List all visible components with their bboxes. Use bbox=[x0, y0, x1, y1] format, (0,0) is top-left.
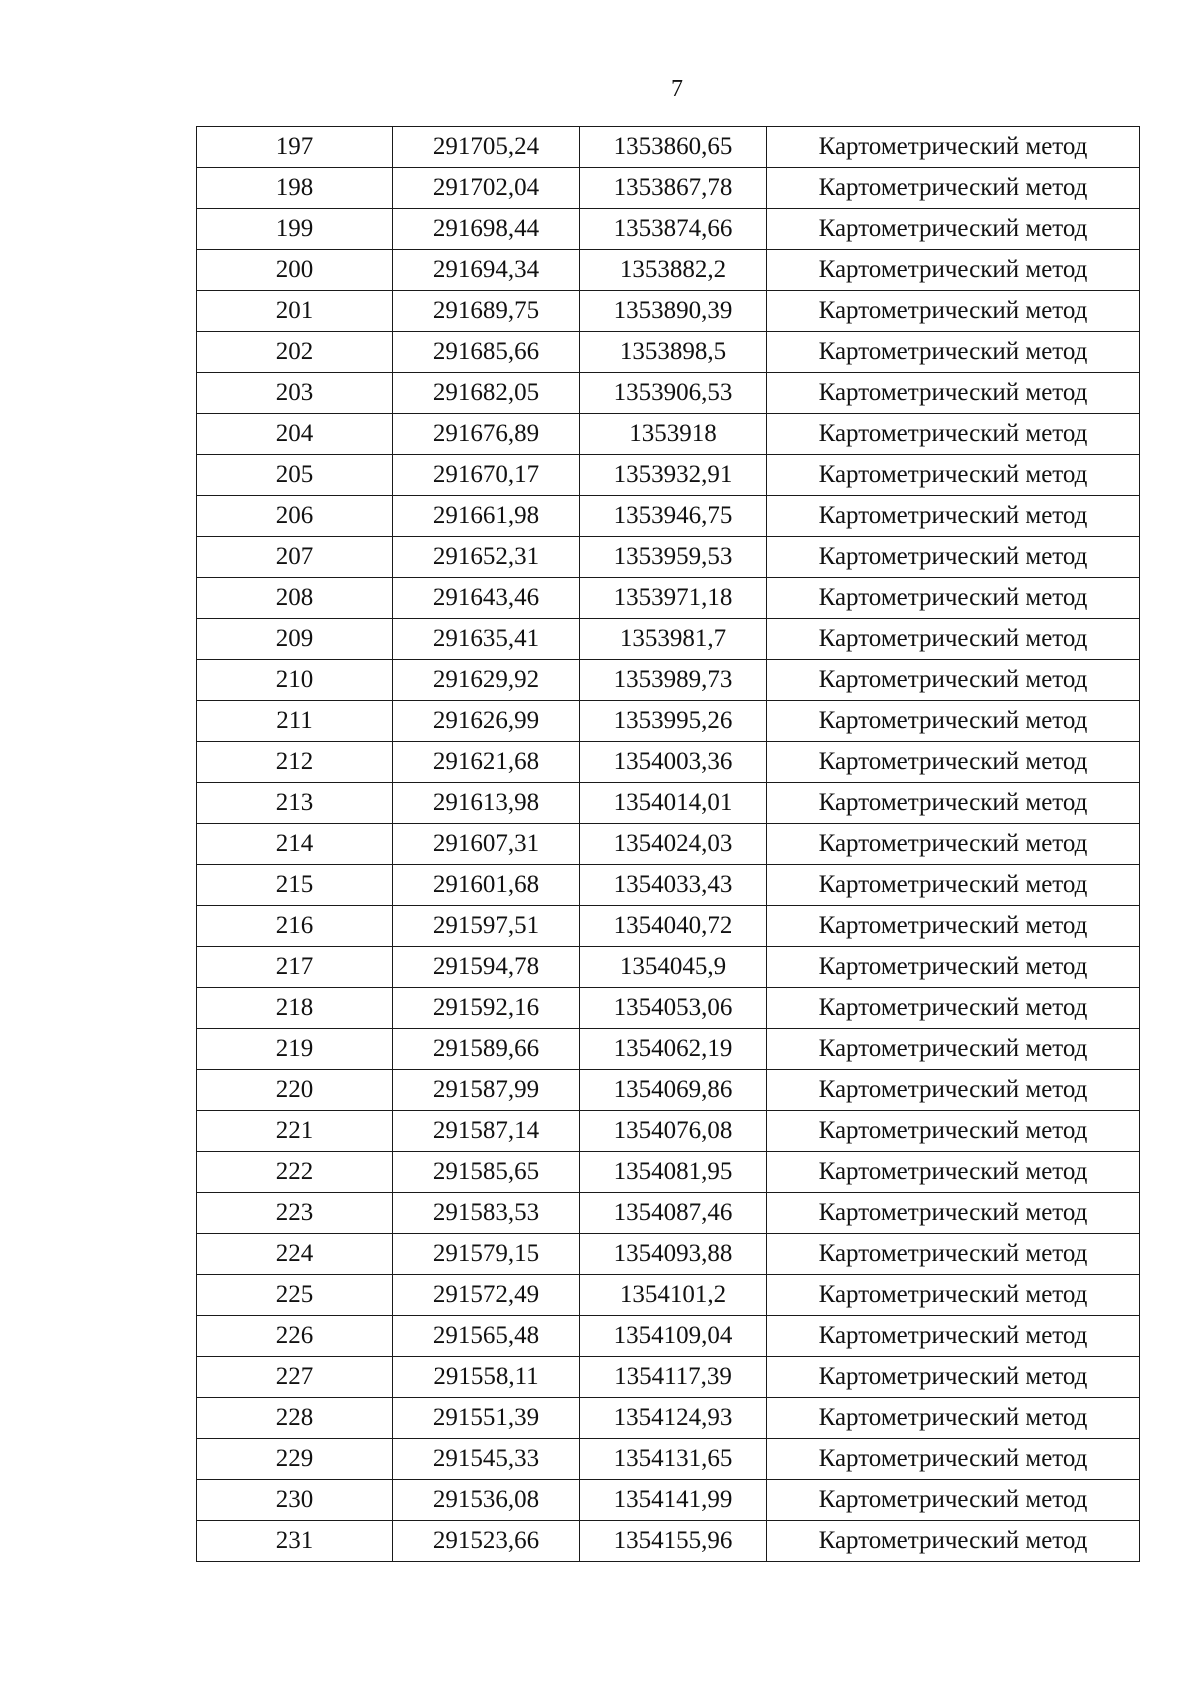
y-coordinate-cell: 1353946,75 bbox=[580, 496, 767, 537]
table-row bbox=[197, 660, 1140, 701]
table-row bbox=[197, 1275, 1140, 1316]
table-row bbox=[197, 824, 1140, 865]
x-coordinate-cell: 291579,15 bbox=[393, 1234, 580, 1275]
table-row bbox=[197, 496, 1140, 537]
method-cell: Картометрический метод bbox=[767, 455, 1140, 496]
y-coordinate-cell: 1353906,53 bbox=[580, 373, 767, 414]
method-cell: Картометрический метод bbox=[767, 537, 1140, 578]
x-coordinate-cell: 291629,92 bbox=[393, 660, 580, 701]
x-coordinate-cell: 291587,14 bbox=[393, 1111, 580, 1152]
method-cell: Картометрический метод bbox=[767, 332, 1140, 373]
y-coordinate-cell: 1353890,39 bbox=[580, 291, 767, 332]
method-cell: Картометрический метод bbox=[767, 209, 1140, 250]
y-coordinate-cell: 1354087,46 bbox=[580, 1193, 767, 1234]
point-number-cell: 212 bbox=[197, 742, 393, 783]
y-coordinate-cell: 1353971,18 bbox=[580, 578, 767, 619]
table-row bbox=[197, 701, 1140, 742]
x-coordinate-cell: 291558,11 bbox=[393, 1357, 580, 1398]
x-coordinate-cell: 291676,89 bbox=[393, 414, 580, 455]
table-row bbox=[197, 947, 1140, 988]
table-row bbox=[197, 1439, 1140, 1480]
table-row bbox=[197, 1029, 1140, 1070]
y-coordinate-cell: 1354124,93 bbox=[580, 1398, 767, 1439]
y-coordinate-cell: 1353918 bbox=[580, 414, 767, 455]
point-number-cell: 211 bbox=[197, 701, 393, 742]
y-coordinate-cell: 1354081,95 bbox=[580, 1152, 767, 1193]
page-number: 7 bbox=[671, 76, 683, 102]
y-coordinate-cell: 1354101,2 bbox=[580, 1275, 767, 1316]
method-cell: Картометрический метод bbox=[767, 906, 1140, 947]
method-cell: Картометрический метод bbox=[767, 1193, 1140, 1234]
method-cell: Картометрический метод bbox=[767, 496, 1140, 537]
table-row bbox=[197, 414, 1140, 455]
x-coordinate-cell: 291694,34 bbox=[393, 250, 580, 291]
x-coordinate-cell: 291592,16 bbox=[393, 988, 580, 1029]
x-coordinate-cell: 291601,68 bbox=[393, 865, 580, 906]
method-cell: Картометрический метод bbox=[767, 1480, 1140, 1521]
y-coordinate-cell: 1354093,88 bbox=[580, 1234, 767, 1275]
method-cell: Картометрический метод bbox=[767, 865, 1140, 906]
point-number-cell: 218 bbox=[197, 988, 393, 1029]
table-row bbox=[197, 1316, 1140, 1357]
y-coordinate-cell: 1354040,72 bbox=[580, 906, 767, 947]
table-row bbox=[197, 865, 1140, 906]
table-row bbox=[197, 291, 1140, 332]
method-cell: Картометрический метод bbox=[767, 1439, 1140, 1480]
y-coordinate-cell: 1354117,39 bbox=[580, 1357, 767, 1398]
point-number-cell: 225 bbox=[197, 1275, 393, 1316]
table-row bbox=[197, 1111, 1140, 1152]
table-row bbox=[197, 1193, 1140, 1234]
method-cell: Картометрический метод bbox=[767, 824, 1140, 865]
x-coordinate-cell: 291670,17 bbox=[393, 455, 580, 496]
method-cell: Картометрический метод bbox=[767, 1357, 1140, 1398]
table-row bbox=[197, 537, 1140, 578]
x-coordinate-cell: 291626,99 bbox=[393, 701, 580, 742]
table-row bbox=[197, 1521, 1140, 1562]
point-number-cell: 204 bbox=[197, 414, 393, 455]
method-cell: Картометрический метод bbox=[767, 1029, 1140, 1070]
x-coordinate-cell: 291536,08 bbox=[393, 1480, 580, 1521]
point-number-cell: 205 bbox=[197, 455, 393, 496]
x-coordinate-cell: 291685,66 bbox=[393, 332, 580, 373]
y-coordinate-cell: 1354069,86 bbox=[580, 1070, 767, 1111]
x-coordinate-cell: 291572,49 bbox=[393, 1275, 580, 1316]
y-coordinate-cell: 1354109,04 bbox=[580, 1316, 767, 1357]
y-coordinate-cell: 1354155,96 bbox=[580, 1521, 767, 1562]
x-coordinate-cell: 291551,39 bbox=[393, 1398, 580, 1439]
y-coordinate-cell: 1354033,43 bbox=[580, 865, 767, 906]
table-row bbox=[197, 619, 1140, 660]
method-cell: Картометрический метод bbox=[767, 1521, 1140, 1562]
point-number-cell: 210 bbox=[197, 660, 393, 701]
method-cell: Картометрический метод bbox=[767, 619, 1140, 660]
x-coordinate-cell: 291585,65 bbox=[393, 1152, 580, 1193]
x-coordinate-cell: 291682,05 bbox=[393, 373, 580, 414]
x-coordinate-cell: 291705,24 bbox=[393, 127, 580, 168]
point-number-cell: 227 bbox=[197, 1357, 393, 1398]
table-row bbox=[197, 578, 1140, 619]
method-cell: Картометрический метод bbox=[767, 947, 1140, 988]
x-coordinate-cell: 291565,48 bbox=[393, 1316, 580, 1357]
x-coordinate-cell: 291583,53 bbox=[393, 1193, 580, 1234]
x-coordinate-cell: 291589,66 bbox=[393, 1029, 580, 1070]
point-number-cell: 224 bbox=[197, 1234, 393, 1275]
method-cell: Картометрический метод bbox=[767, 168, 1140, 209]
point-number-cell: 197 bbox=[197, 127, 393, 168]
x-coordinate-cell: 291652,31 bbox=[393, 537, 580, 578]
point-number-cell: 200 bbox=[197, 250, 393, 291]
method-cell: Картометрический метод bbox=[767, 1316, 1140, 1357]
point-number-cell: 208 bbox=[197, 578, 393, 619]
y-coordinate-cell: 1353959,53 bbox=[580, 537, 767, 578]
y-coordinate-cell: 1354003,36 bbox=[580, 742, 767, 783]
point-number-cell: 230 bbox=[197, 1480, 393, 1521]
method-cell: Картометрический метод bbox=[767, 988, 1140, 1029]
point-number-cell: 202 bbox=[197, 332, 393, 373]
table-row bbox=[197, 742, 1140, 783]
x-coordinate-cell: 291621,68 bbox=[393, 742, 580, 783]
point-number-cell: 209 bbox=[197, 619, 393, 660]
point-number-cell: 228 bbox=[197, 1398, 393, 1439]
point-number-cell: 203 bbox=[197, 373, 393, 414]
point-number-cell: 206 bbox=[197, 496, 393, 537]
x-coordinate-cell: 291698,44 bbox=[393, 209, 580, 250]
y-coordinate-cell: 1353867,78 bbox=[580, 168, 767, 209]
x-coordinate-cell: 291643,46 bbox=[393, 578, 580, 619]
method-cell: Картометрический метод bbox=[767, 1111, 1140, 1152]
table-row bbox=[197, 1398, 1140, 1439]
table-row bbox=[197, 988, 1140, 1029]
method-cell: Картометрический метод bbox=[767, 373, 1140, 414]
y-coordinate-cell: 1354062,19 bbox=[580, 1029, 767, 1070]
x-coordinate-cell: 291607,31 bbox=[393, 824, 580, 865]
point-number-cell: 215 bbox=[197, 865, 393, 906]
y-coordinate-cell: 1353981,7 bbox=[580, 619, 767, 660]
coordinates-table-body bbox=[197, 127, 1140, 1562]
y-coordinate-cell: 1354141,99 bbox=[580, 1480, 767, 1521]
method-cell: Картометрический метод bbox=[767, 578, 1140, 619]
table-row bbox=[197, 168, 1140, 209]
table-row bbox=[197, 906, 1140, 947]
method-cell: Картометрический метод bbox=[767, 660, 1140, 701]
method-cell: Картометрический метод bbox=[767, 1234, 1140, 1275]
y-coordinate-cell: 1354053,06 bbox=[580, 988, 767, 1029]
point-number-cell: 216 bbox=[197, 906, 393, 947]
point-number-cell: 229 bbox=[197, 1439, 393, 1480]
y-coordinate-cell: 1353882,2 bbox=[580, 250, 767, 291]
x-coordinate-cell: 291545,33 bbox=[393, 1439, 580, 1480]
y-coordinate-cell: 1353995,26 bbox=[580, 701, 767, 742]
point-number-cell: 201 bbox=[197, 291, 393, 332]
point-number-cell: 220 bbox=[197, 1070, 393, 1111]
table-row bbox=[197, 373, 1140, 414]
method-cell: Картометрический метод bbox=[767, 1152, 1140, 1193]
point-number-cell: 214 bbox=[197, 824, 393, 865]
coordinates-table bbox=[196, 126, 1140, 1562]
point-number-cell: 199 bbox=[197, 209, 393, 250]
x-coordinate-cell: 291635,41 bbox=[393, 619, 580, 660]
y-coordinate-cell: 1353874,66 bbox=[580, 209, 767, 250]
method-cell: Картометрический метод bbox=[767, 742, 1140, 783]
y-coordinate-cell: 1353932,91 bbox=[580, 455, 767, 496]
y-coordinate-cell: 1354024,03 bbox=[580, 824, 767, 865]
table-row bbox=[197, 1234, 1140, 1275]
method-cell: Картометрический метод bbox=[767, 701, 1140, 742]
point-number-cell: 222 bbox=[197, 1152, 393, 1193]
x-coordinate-cell: 291587,99 bbox=[393, 1070, 580, 1111]
table-row bbox=[197, 209, 1140, 250]
x-coordinate-cell: 291523,66 bbox=[393, 1521, 580, 1562]
point-number-cell: 217 bbox=[197, 947, 393, 988]
method-cell: Картометрический метод bbox=[767, 783, 1140, 824]
y-coordinate-cell: 1354076,08 bbox=[580, 1111, 767, 1152]
method-cell: Картометрический метод bbox=[767, 414, 1140, 455]
y-coordinate-cell: 1353898,5 bbox=[580, 332, 767, 373]
method-cell: Картометрический метод bbox=[767, 250, 1140, 291]
point-number-cell: 219 bbox=[197, 1029, 393, 1070]
table-row bbox=[197, 332, 1140, 373]
x-coordinate-cell: 291661,98 bbox=[393, 496, 580, 537]
point-number-cell: 207 bbox=[197, 537, 393, 578]
table-row bbox=[197, 1480, 1140, 1521]
table-row bbox=[197, 1357, 1140, 1398]
x-coordinate-cell: 291594,78 bbox=[393, 947, 580, 988]
x-coordinate-cell: 291702,04 bbox=[393, 168, 580, 209]
table-row bbox=[197, 1070, 1140, 1111]
point-number-cell: 223 bbox=[197, 1193, 393, 1234]
y-coordinate-cell: 1354045,9 bbox=[580, 947, 767, 988]
table-row bbox=[197, 1152, 1140, 1193]
method-cell: Картометрический метод bbox=[767, 127, 1140, 168]
point-number-cell: 226 bbox=[197, 1316, 393, 1357]
x-coordinate-cell: 291689,75 bbox=[393, 291, 580, 332]
table-row bbox=[197, 127, 1140, 168]
y-coordinate-cell: 1353860,65 bbox=[580, 127, 767, 168]
point-number-cell: 213 bbox=[197, 783, 393, 824]
y-coordinate-cell: 1353989,73 bbox=[580, 660, 767, 701]
table-row bbox=[197, 783, 1140, 824]
y-coordinate-cell: 1354014,01 bbox=[580, 783, 767, 824]
method-cell: Картометрический метод bbox=[767, 1070, 1140, 1111]
x-coordinate-cell: 291597,51 bbox=[393, 906, 580, 947]
x-coordinate-cell: 291613,98 bbox=[393, 783, 580, 824]
table-row bbox=[197, 455, 1140, 496]
point-number-cell: 221 bbox=[197, 1111, 393, 1152]
method-cell: Картометрический метод bbox=[767, 291, 1140, 332]
method-cell: Картометрический метод bbox=[767, 1398, 1140, 1439]
point-number-cell: 198 bbox=[197, 168, 393, 209]
y-coordinate-cell: 1354131,65 bbox=[580, 1439, 767, 1480]
table-row bbox=[197, 250, 1140, 291]
method-cell: Картометрический метод bbox=[767, 1275, 1140, 1316]
point-number-cell: 231 bbox=[197, 1521, 393, 1562]
